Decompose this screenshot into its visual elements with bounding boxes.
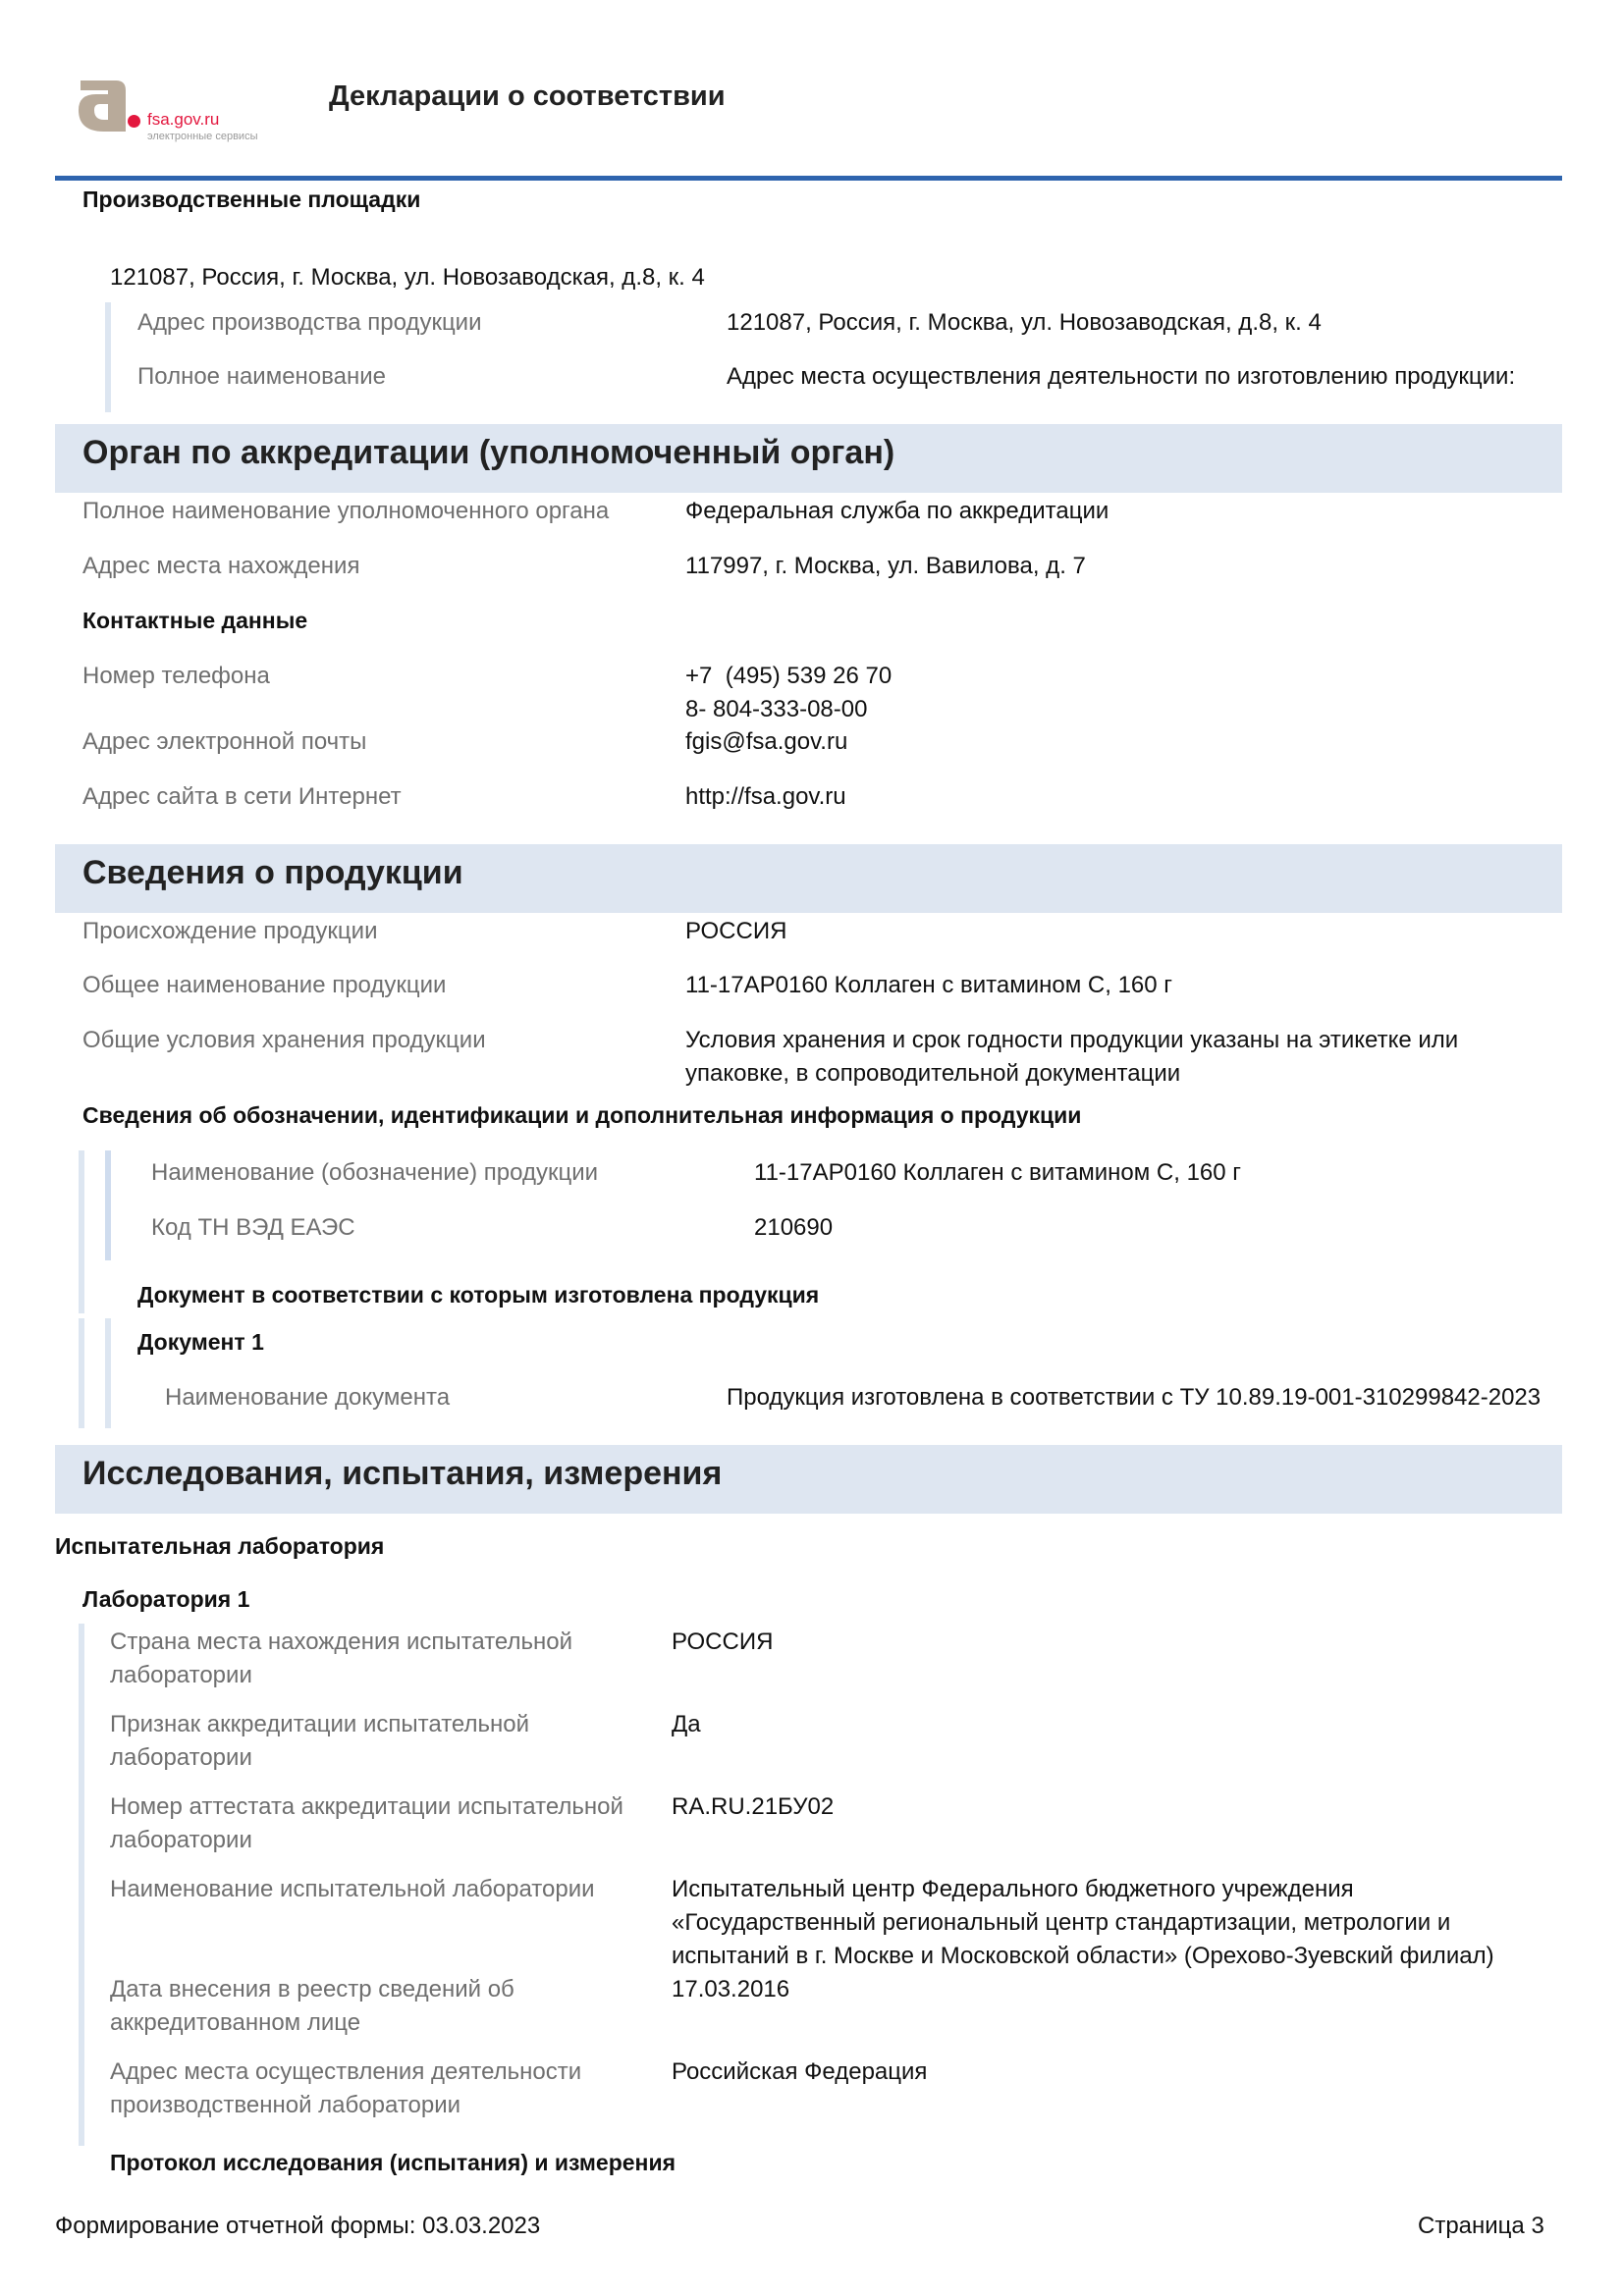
field-value: Адрес места осуществления деятельности по изготовлению продукции:	[727, 363, 1516, 390]
field-label: Полное наименование	[137, 363, 386, 390]
field-label: лаборатории	[110, 1744, 252, 1771]
field-value: РОССИЯ	[672, 1629, 774, 1655]
section-title: Исследования, испытания, измерения	[82, 1455, 723, 1492]
section-title: Сведения о продукции	[82, 854, 463, 891]
section-title: Орган по аккредитации (уполномоченный орган)	[82, 434, 895, 471]
phone-value: 8- 804-333-08-00	[685, 696, 868, 722]
field-value: Продукция изготовлена в соответствии с ТУ 10.89.19-001-310299842-2023	[727, 1384, 1542, 1411]
field-value: Да	[672, 1711, 701, 1737]
website-value: http://fsa.gov.ru	[685, 783, 846, 810]
field-label: Признак аккредитации испытательной	[110, 1711, 529, 1737]
field-label: Дата внесения в реестр сведений об	[110, 1976, 514, 2002]
field-label: лаборатории	[110, 1827, 252, 1853]
field-value: Российская Федерация	[672, 2058, 928, 2085]
email-value: fgis@fsa.gov.ru	[685, 728, 848, 755]
logo-tagline: электронные сервисы	[147, 131, 258, 142]
field-value: RA.RU.21БУ02	[672, 1793, 835, 1820]
lab-heading: Испытательная лаборатория	[55, 1533, 385, 1559]
field-value: упаковке, в сопроводительной документации	[685, 1060, 1181, 1087]
section-header	[55, 1445, 1562, 1514]
field-label: Наименование документа	[165, 1384, 451, 1411]
group-bar	[79, 1624, 84, 2146]
header-rule	[55, 176, 1562, 181]
field-label: Общие условия хранения продукции	[82, 1027, 486, 1053]
field-value: 121087, Россия, г. Москва, ул. Новозаводская, д.8, к. 4	[727, 309, 1322, 336]
group-bar	[105, 302, 111, 412]
field-label: лаборатории	[110, 1662, 252, 1688]
field-label: Полное наименование уполномоченного органа	[82, 498, 610, 524]
identification-heading: Сведения об обозначении, идентификации и дополнительная информация о продукции	[82, 1102, 1082, 1128]
field-value: «Государственный региональный центр стандартизации, метрологии и	[672, 1909, 1451, 1936]
field-value: РОССИЯ	[685, 918, 787, 944]
field-label: аккредитованном лице	[110, 2009, 361, 2036]
field-label: Наименование (обозначение) продукции	[151, 1159, 599, 1186]
field-value: 117997, г. Москва, ул. Вавилова, д. 7	[685, 553, 1086, 579]
contacts-heading: Контактные данные	[82, 608, 308, 633]
field-value: 17.03.2016	[672, 1976, 790, 2002]
field-label: Код ТН ВЭД ЕАЭС	[151, 1214, 355, 1241]
field-value: Условия хранения и срок годности продукции указаны на этикетке или	[685, 1027, 1459, 1053]
field-value: 11-17AP0160 Коллаген с витамином С, 160 г	[754, 1159, 1242, 1186]
section-header	[55, 424, 1562, 493]
fsa-logo-icon	[75, 77, 130, 135]
page-number: Страница 3	[1418, 2213, 1544, 2239]
field-label: Адрес места нахождения	[82, 553, 360, 579]
lab-title: Лаборатория 1	[82, 1586, 250, 1612]
group-bar	[79, 1150, 84, 1313]
protocol-heading: Протокол исследования (испытания) и измерения	[110, 2150, 676, 2175]
subgroup-bar	[105, 1150, 111, 1260]
production-sites-heading: Производственные площадки	[82, 187, 421, 212]
field-label: Адрес производства продукции	[137, 309, 482, 336]
field-label: Номер аттестата аккредитации испытательной	[110, 1793, 623, 1820]
field-label: производственной лаборатории	[110, 2092, 460, 2118]
phone-value: +7 (495) 539 26 70	[685, 663, 893, 689]
logo-site: fsa.gov.ru	[147, 110, 220, 129]
phone-label: Номер телефона	[82, 663, 270, 689]
field-label: Происхождение продукции	[82, 918, 378, 944]
field-value: испытаний в г. Москве и Московской области» (Орехово-Зуевский филиал)	[672, 1943, 1494, 1969]
production-site-address: 121087, Россия, г. Москва, ул. Новозаводская, д.8, к. 4	[110, 264, 705, 291]
field-value: Федеральная служба по аккредитации	[685, 498, 1109, 524]
field-label: Страна места нахождения испытательной	[110, 1629, 572, 1655]
group-bar	[79, 1318, 84, 1428]
logo-dot-icon	[128, 115, 140, 128]
website-label: Адрес сайта в сети Интернет	[82, 783, 402, 810]
document-heading: Документ в соответствии с которым изготовлена продукция	[137, 1282, 820, 1308]
subgroup-bar	[105, 1318, 111, 1428]
field-label: Общее наименование продукции	[82, 972, 447, 998]
field-value: 210690	[754, 1214, 834, 1241]
email-label: Адрес электронной почты	[82, 728, 367, 755]
page-title: Декларации о соответствии	[329, 80, 726, 112]
field-label: Адрес места осуществления деятельности	[110, 2058, 582, 2085]
field-value: 11-17AP0160 Коллаген с витамином С, 160 г	[685, 972, 1173, 998]
document-title: Документ 1	[137, 1329, 264, 1355]
section-header	[55, 844, 1562, 913]
field-value: Испытательный центр Федерального бюджетного учреждения	[672, 1876, 1354, 1902]
field-label: Наименование испытательной лаборатории	[110, 1876, 595, 1902]
generated-date: Формирование отчетной формы: 03.03.2023	[55, 2213, 541, 2239]
